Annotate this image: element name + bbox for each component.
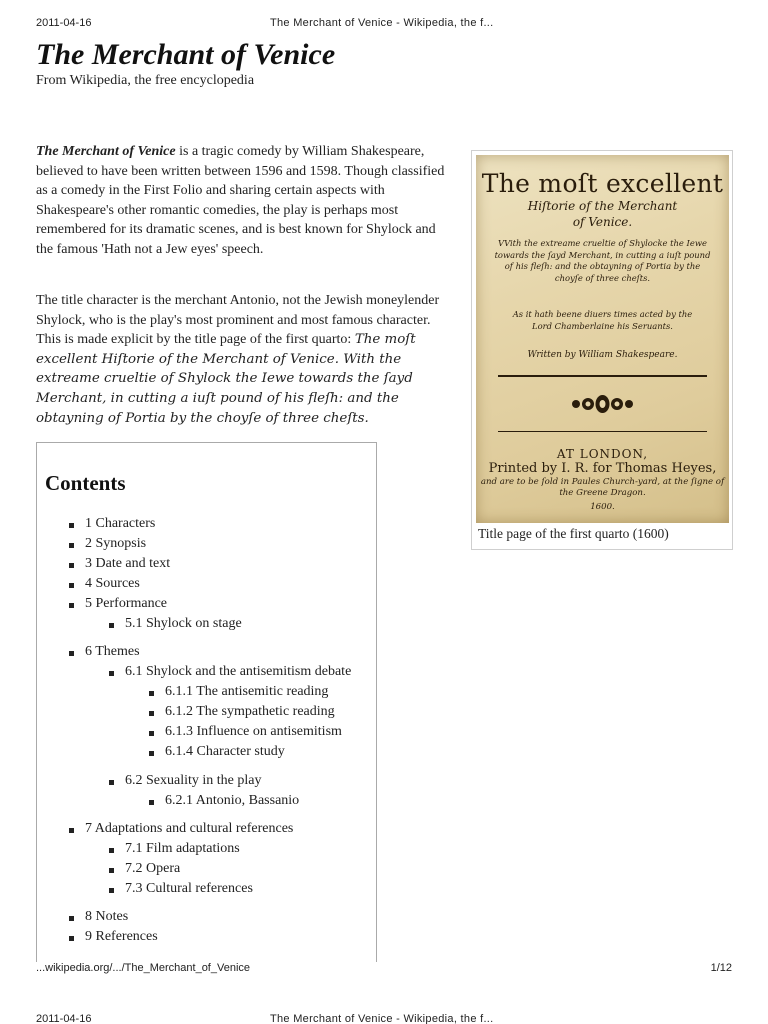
- title-page-place: AT LONDON,: [556, 447, 649, 461]
- toc-item-references[interactable]: 9 References: [85, 929, 158, 945]
- toc-item-characters[interactable]: 1 Characters: [85, 516, 155, 532]
- toc-item-antisemitic-reading[interactable]: 6.1.1 The antisemitic reading: [165, 684, 328, 700]
- print-footer: [36, 962, 732, 976]
- title-page-rule-2: [498, 431, 707, 432]
- toc-item-adaptations[interactable]: 7 Adaptations and cultural references: [85, 821, 293, 837]
- bullet-icon: [109, 868, 114, 873]
- toc-item-cultural-references[interactable]: 7.3 Cultural references: [125, 881, 253, 897]
- table-of-contents: [36, 442, 377, 962]
- bullet-icon: [69, 523, 74, 528]
- title-page-rule: [498, 375, 707, 377]
- page-number: 1/12: [710, 962, 732, 974]
- title-character-paragraph: [36, 291, 454, 428]
- bullet-icon: [69, 563, 74, 568]
- bullet-icon: [109, 848, 114, 853]
- bullet-icon: [69, 828, 74, 833]
- bullet-icon: [149, 731, 154, 736]
- bullet-icon: [69, 651, 74, 656]
- title-page-printer: Printed by I. R. for Thomas Heyes,: [488, 461, 717, 476]
- title-page-line3: of Venice.: [572, 215, 633, 229]
- bullet-icon: [69, 603, 74, 608]
- toc-item-sources[interactable]: 4 Sources: [85, 576, 140, 592]
- print-header: [36, 17, 736, 31]
- toc-item-performance[interactable]: 5 Performance: [85, 596, 167, 612]
- bullet-icon: [109, 671, 114, 676]
- bullet-icon: [109, 623, 114, 628]
- title-page-author: Written by William Shakespeare.: [527, 350, 678, 360]
- title-character-text: The title character is the merchant Antonio, not the Jewish moneylender Shylock, who is the play's most prominent and most famous character. This is made explicit by the title page of the first quarto:: [36, 293, 440, 348]
- page-subtitle: From Wikipedia, the free encyclopedia: [36, 73, 255, 88]
- title-page-seller: and are to be ſold in Paules Church-yard, at the ſigne of the Greene Dragon.: [480, 477, 725, 498]
- toc-item-antisemitism-debate[interactable]: 6.1 Shylock and the antisemitism debate: [125, 664, 351, 680]
- toc-item-sexuality[interactable]: 6.2 Sexuality in the play: [125, 773, 261, 789]
- toc-item-synopsis[interactable]: 2 Synopsis: [85, 536, 146, 552]
- printers-ornament-icon: [570, 391, 635, 417]
- title-page-year: 1600.: [590, 502, 615, 512]
- bullet-icon: [149, 691, 154, 696]
- next-page-header: [36, 1013, 736, 1024]
- next-page-date: 2011-04-16: [36, 1013, 92, 1024]
- infobox: [471, 150, 733, 550]
- toc-item-themes[interactable]: 6 Themes: [85, 644, 140, 660]
- intro-text: is a tragic comedy by William Shakespeare, believed to have been written between 1596 and 1598. Though classified as a comedy in the First Folio and sharing certain aspects with Shakespeare's other romantic comedies, the play is perhaps most remembered for its dramatic scenes, and is best known for Shylock and the famous 'Hath not a Jew eyes' speech.: [36, 144, 445, 257]
- print-header-title: The Merchant of Venice - Wikipedia, the f...: [270, 17, 494, 29]
- toc-item-influence-on-antisemitism[interactable]: 6.1.3 Influence on antisemitism: [165, 724, 342, 740]
- toc-item-antonio-bassanio[interactable]: 6.2.1 Antonio, Bassanio: [165, 793, 299, 809]
- toc-item-shylock-on-stage[interactable]: 5.1 Shylock on stage: [125, 616, 242, 632]
- toc-item-film-adaptations[interactable]: 7.1 Film adaptations: [125, 841, 240, 857]
- title-page-image[interactable]: [476, 155, 729, 523]
- intro-lead-title: The Merchant of Venice: [36, 144, 176, 159]
- toc-item-opera[interactable]: 7.2 Opera: [125, 861, 180, 877]
- bullet-icon: [69, 916, 74, 921]
- toc-item-date-and-text[interactable]: 3 Date and text: [85, 556, 170, 572]
- toc-item-character-study[interactable]: 6.1.4 Character study: [165, 744, 285, 760]
- bullet-icon: [69, 936, 74, 941]
- bullet-icon: [149, 800, 154, 805]
- bullet-icon: [109, 780, 114, 785]
- toc-title: Contents: [45, 471, 126, 495]
- toc-item-sympathetic-reading[interactable]: 6.1.2 The sympathetic reading: [165, 704, 335, 720]
- bullet-icon: [149, 751, 154, 756]
- bullet-icon: [69, 543, 74, 548]
- intro-paragraph: [36, 142, 454, 260]
- print-url: ...wikipedia.org/.../The_Merchant_of_Venice: [36, 962, 251, 974]
- bullet-icon: [69, 583, 74, 588]
- print-date: 2011-04-16: [36, 17, 92, 29]
- title-page-acted: As it hath beene diuers times acted by the Lord Chamberlaine his Seruants.: [512, 309, 693, 331]
- title-page-line2: Hiſtorie of the Merchant: [527, 199, 678, 213]
- title-page-description: VVith the extreame crueltie of Shylocke the Iewe towards the ſayd Merchant, in cutting a iuſt pound of his fleſh: and the obtayning of Portia by the choyſe of three cheſts.: [494, 238, 711, 283]
- toc-item-notes[interactable]: 8 Notes: [85, 909, 128, 925]
- next-page-title: The Merchant of Venice - Wikipedia, the f...: [270, 1013, 494, 1024]
- bullet-icon: [109, 888, 114, 893]
- page-title: The Merchant of Venice: [36, 38, 336, 71]
- title-page-line1: The moſt excellent: [481, 169, 724, 198]
- infobox-caption: Title page of the first quarto (1600): [478, 526, 669, 541]
- first-quarto-quote: The moſt excellent Hiſtorie of the Merchant of Venice. With the extreame crueltie of Shylock the Iewe towards the ſayd Merchant, in cutting a iuſt pound of his fleſh: and the obtayning of Portia by the choyſe of three cheſts.: [36, 332, 416, 426]
- bullet-icon: [149, 711, 154, 716]
